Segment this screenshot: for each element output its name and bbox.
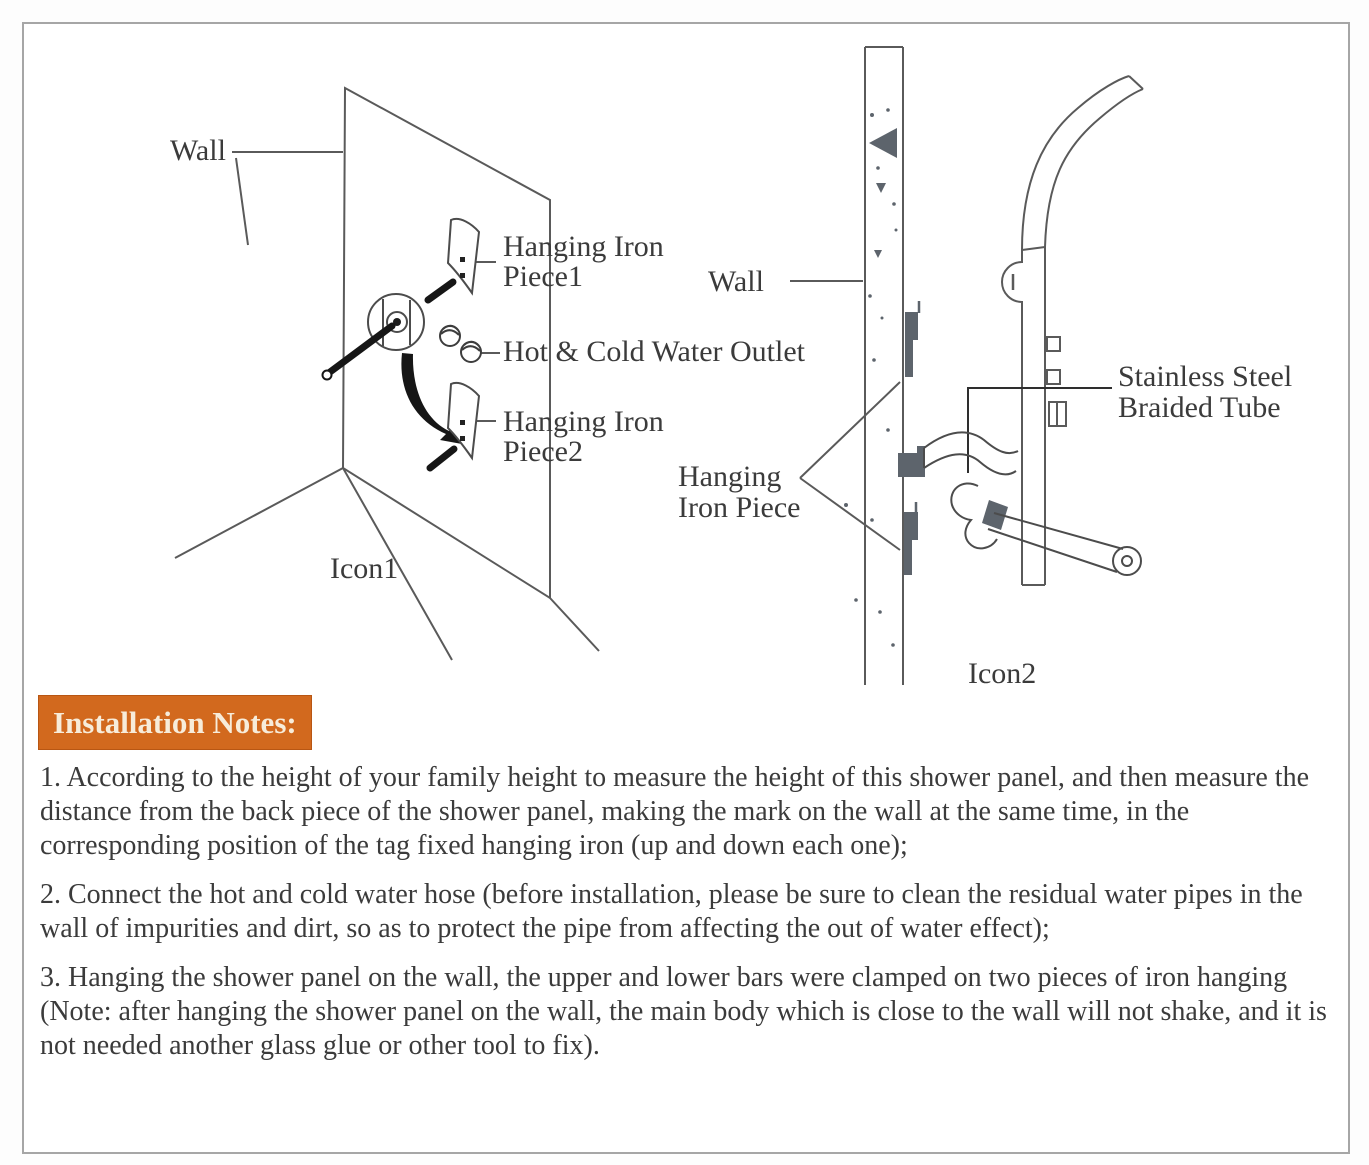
braided-tube-leader	[968, 388, 1112, 473]
note-item-3: 3. Hanging the shower panel on the wall, the upper and lower bars were clamped on two pieces of iron hanging (Note: after hanging the shower panel on the wall, the main body which is close to the wall will not shake, and it is not needed another glass glue or other tool to fix).	[40, 962, 1327, 1061]
installation-notes-body	[40, 761, 1342, 1078]
wall-label-leader	[232, 152, 343, 245]
icon1-caption: Icon1	[330, 552, 399, 585]
wall-texture	[844, 108, 898, 647]
hanging-piece-label-line2: Iron Piece	[678, 491, 801, 524]
icon1-wall-label: Wall	[170, 134, 226, 167]
shower-panel-drawing	[1002, 76, 1143, 585]
braided-tube-label-line1: Stainless Steel	[1118, 360, 1293, 393]
hanging-piece-label-line1: Hanging	[678, 460, 782, 493]
panel-button	[1047, 337, 1060, 351]
hot-cold-outlets-drawing	[440, 326, 481, 362]
piece2-label-line1: Hanging Iron	[503, 405, 664, 438]
note-item-1: 1. According to the height of your family height to measure the height of this shower panel, and then measure the distance from the back piece of the shower panel, making the mark on the wall at the same time, in the corresponding position of the tag fixed hanging iron (up and down each one);	[40, 762, 1309, 861]
hanging-iron-piece1-drawing	[428, 219, 479, 300]
braided-tube-label-line2: Braided Tube	[1118, 391, 1281, 424]
hot-cold-outlet-label: Hot & Cold Water Outlet	[503, 335, 805, 368]
valve-handle	[330, 326, 392, 372]
hanging-piece-leaders	[800, 382, 900, 550]
piece1-label-line1: Hanging Iron	[503, 230, 664, 263]
piece1-label-line2: Piece1	[503, 260, 583, 293]
braided-tube-drawing	[924, 432, 1018, 474]
piece2-label-line2: Piece2	[503, 435, 583, 468]
icon2-caption: Icon2	[968, 657, 1037, 690]
icon2-wall-label: Wall	[708, 265, 764, 298]
note-item-2: 2. Connect the hot and cold water hose (before installation, please be sure to clean the residual water pipes in the wall of impurities and dirt, so as to protect the pipe from affecting the out of water effect);	[40, 879, 1303, 944]
wrench-drawing	[951, 483, 1141, 575]
installation-notes-header: Installation Notes:	[38, 695, 312, 750]
screw-icon	[430, 449, 454, 468]
shower-arm	[1045, 89, 1143, 247]
panel-button	[1047, 370, 1060, 384]
screw-icon	[428, 282, 453, 300]
